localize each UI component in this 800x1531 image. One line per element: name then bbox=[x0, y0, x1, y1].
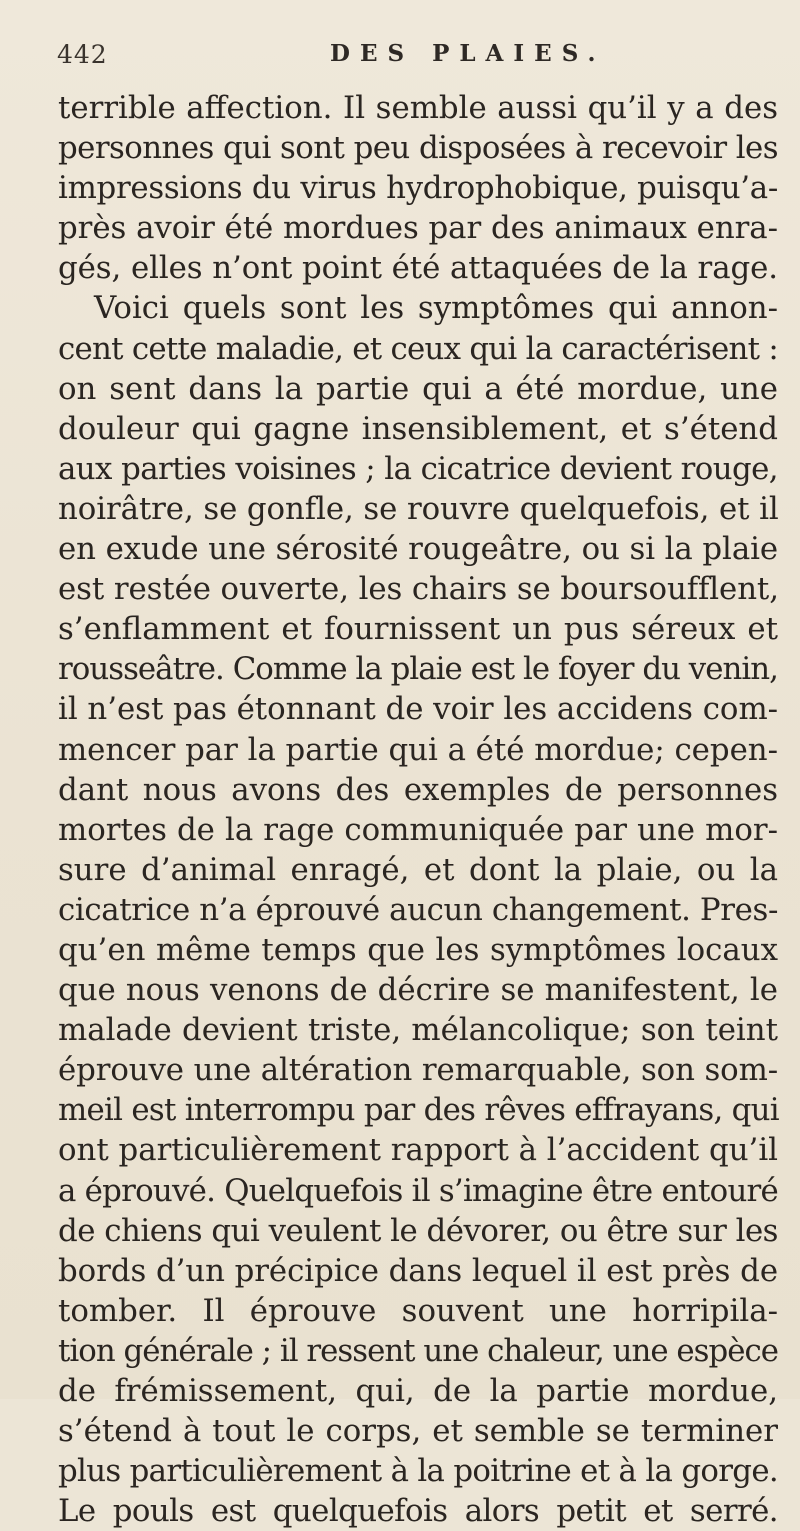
text-line: s’enflamment et fournissent un pus séreux et bbox=[58, 611, 778, 648]
text-line: qu’en même temps que les symptômes locaux bbox=[58, 931, 778, 968]
page-header bbox=[57, 34, 760, 74]
text-line: mortes de la rage communiquée par une mor- bbox=[58, 811, 778, 848]
text-line: sure d’animal enragé, et dont la plaie, ou la bbox=[58, 851, 778, 888]
text-line: plus particulièrement à la poitrine et à la gorge. bbox=[58, 1453, 778, 1490]
text-line: s’étend à tout le corps, et semble se terminer bbox=[58, 1413, 778, 1450]
text-line: personnes qui sont peu disposées à recevoir les bbox=[58, 130, 778, 167]
text-line: éprouve une altération remarquable, son som- bbox=[58, 1052, 778, 1089]
text-line: impressions du virus hydrophobique, puisqu’a- bbox=[58, 170, 778, 207]
text-line: malade devient triste, mélancolique; son teint bbox=[58, 1012, 778, 1049]
text-line: tion générale ; il ressent une chaleur, une espèce bbox=[58, 1332, 778, 1369]
text-line: aux parties voisines ; la cicatrice devient rouge, bbox=[58, 450, 778, 487]
text-line: bords d’un précipice dans lequel il est près de bbox=[58, 1252, 778, 1289]
text-line: noirâtre, se gonfle, se rouvre quelquefois, et il bbox=[58, 490, 779, 527]
text-line: mencer par la partie qui a été mordue; cepen- bbox=[58, 731, 778, 768]
text-line: près avoir été mordues par des animaux enra- bbox=[58, 210, 778, 247]
running-title: DES PLAIES. bbox=[330, 40, 606, 67]
text-line: gés, elles n’ont point été attaquées de la rage. bbox=[58, 250, 778, 287]
text-line: meil est interrompu par des rêves effrayans, qui bbox=[58, 1092, 779, 1129]
text-line: de frémissement, qui, de la partie mordue, bbox=[58, 1373, 778, 1409]
body-text bbox=[58, 88, 778, 1531]
text-line: de chiens qui veulent le dévorer, ou être sur les bbox=[58, 1212, 778, 1249]
paragraph-end-line: Le pouls est quelquefois alors petit et serré. bbox=[58, 1493, 778, 1530]
text-line: en exude une sérosité rougeâtre, ou si la plaie bbox=[58, 531, 779, 568]
text-line: douleur qui gagne insensiblement, et s’étend bbox=[58, 410, 778, 447]
text-line: tomber. Il éprouve souvent une horripila- bbox=[58, 1292, 778, 1329]
text-line: terrible affection. Il semble aussi qu’il y a des bbox=[58, 90, 778, 126]
text-line: il n’est pas étonnant de voir les accidens com- bbox=[58, 691, 778, 728]
text-line: cicatrice n’a éprouvé aucun changement. Pres- bbox=[58, 891, 778, 928]
text-line: a éprouvé. Quelquefois il s’imagine être entouré bbox=[58, 1172, 778, 1209]
text-line: cent cette maladie, et ceux qui la caractérisent : bbox=[58, 330, 778, 367]
text-line: que nous venons de décrire se manifestent, le bbox=[58, 972, 778, 1009]
page-number: 442 bbox=[57, 40, 108, 69]
paragraph-start-line: Voici quels sont les symptômes qui annon- bbox=[94, 290, 778, 327]
text-line: on sent dans la partie qui a été mordue, une bbox=[58, 370, 778, 407]
text-line: dant nous avons des exemples de personnes bbox=[58, 771, 778, 808]
text-line: ont particulièrement rapport à l’accident qu’il bbox=[58, 1132, 778, 1169]
text-line: rousseâtre. Comme la plaie est le foyer du venin, bbox=[58, 651, 778, 688]
text-line: est restée ouverte, les chairs se boursoufflent, bbox=[58, 571, 779, 608]
